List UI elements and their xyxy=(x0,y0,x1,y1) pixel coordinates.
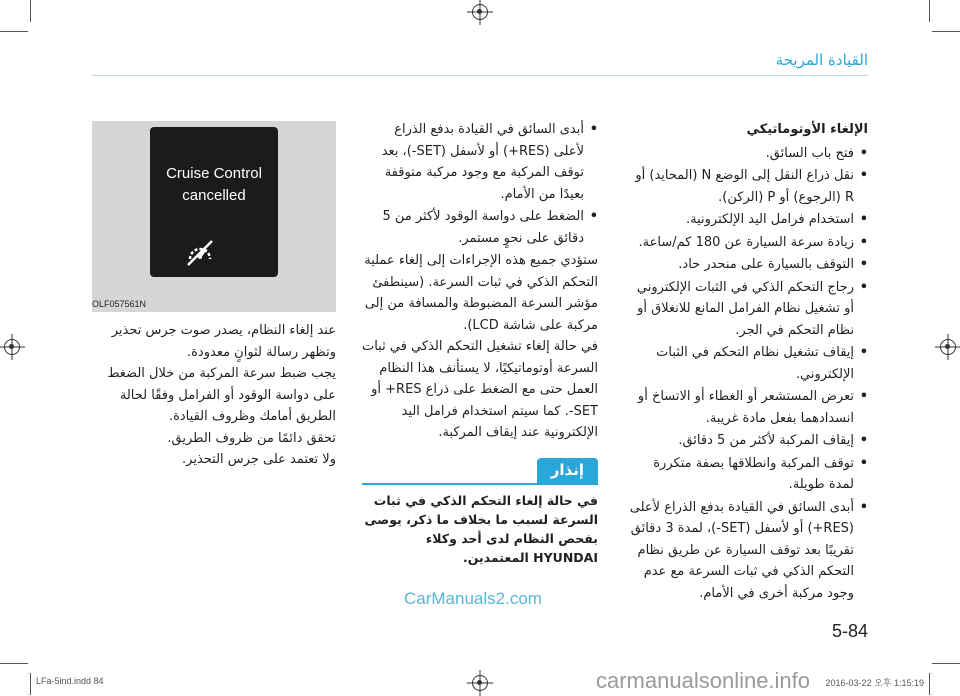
list-item: • فتح باب السائق. xyxy=(626,143,868,165)
crop-mark xyxy=(0,663,28,664)
crop-mark xyxy=(929,0,930,22)
list-item: • نقل ذراع النقل إلى الوضع N (المحايد) أو R (الرجوع) أو P (الركن). xyxy=(626,165,868,208)
warning-text: في حالة إلغاء التحكم الذكي في ثبات السرعة لسبب ما بخلاف ما ذكر، يوصى بفحص النظام لدى أحد وكلاء HYUNDAI المعتمدين. xyxy=(364,493,598,565)
list-item: • زيادة سرعة السيارة عن 180 كم/ساعة. xyxy=(626,232,868,254)
list-item: • التوقف بالسيارة على منحدر حاد. xyxy=(626,254,868,276)
figure-code: OLF057561N xyxy=(92,299,147,309)
body-paragraph: عند إلغاء النظام، يصدر صوت جرس تحذير وتظهر رسالة لثوانٍ معدودة. xyxy=(111,323,336,360)
body-paragraph: يجب ضبط سرعة المركبة من خلال الضغط على دواسة الوقود أو الفرامل وفقًا لحالة الطريق أمامك وظروف القيادة. xyxy=(107,366,336,424)
list-item: • رجاج التحكم الذكي في الثبات الإلكتروني أو تشغيل نظام الفرامل المانع للانغلاق أو نظام التحكم في الجر. xyxy=(626,277,868,342)
body-paragraph: في حالة إلغاء تشغيل التحكم الذكي في ثبات السرعة أوتوماتيكيًا، لا يستأنف هذا النظام العمل حتى مع الضغط على ذراع RES+ أو SET-. كما سيتم استخدام فرامل اليد الإلكترونية عند إيقاف المركبة. xyxy=(361,339,598,440)
registration-mark-icon xyxy=(940,339,956,355)
display-line: Cruise Control xyxy=(166,165,262,182)
body-paragraph: ولا تعتمد على جرس التحذير. xyxy=(182,452,336,467)
middle-list xyxy=(362,119,598,249)
list-item: • أبدى السائق في القيادة بدفع الذراع لأعلى (RES+) أو لأسفل (SET-)، لمدة 3 دقائق تقريبًا بعد توقف السيارة عن طريق نظام التحكم الذكي في ثبات السرعة مع عدم وجود مركبة أخرى في الأمام. xyxy=(626,497,868,605)
warning-rule xyxy=(362,483,598,485)
crop-mark xyxy=(929,673,930,695)
middle-column xyxy=(362,119,598,567)
cluster-figure xyxy=(92,121,336,312)
body-paragraph: ستؤدي جميع هذه الإجراءات إلى إلغاء عملية التحكم الذكي في ثبات السرعة. (سينطفئ مؤشر السرعة المضبوطة والمسافة من إلى مركبة على شاشة LCD). xyxy=(364,253,598,333)
list-item: • تعرض المستشعر أو الغطاء أو الاتساخ أو انسدادهما بفعل مادة غريبة. xyxy=(626,386,868,429)
footer-file: LFa-5ind.indd 84 xyxy=(36,676,104,686)
crop-mark xyxy=(0,31,28,32)
list-item: • إيقاف المركبة لأكثر من 5 دقائق. xyxy=(626,430,868,452)
list-item: • توقف المركبة وانطلاقها بصفة متكررة لمدة طويلة. xyxy=(626,453,868,496)
cruise-gauge-icon xyxy=(186,239,214,267)
crop-mark xyxy=(932,31,960,32)
list-item: • إيقاف تشغيل نظام التحكم في الثبات الإلكتروني. xyxy=(626,342,868,385)
title-rule xyxy=(92,75,868,76)
auto-cancel-column xyxy=(626,119,868,605)
display-message xyxy=(150,163,278,207)
cluster-display xyxy=(150,127,278,277)
body-paragraph: تحقق دائمًا من ظروف الطريق. xyxy=(167,430,336,446)
registration-mark-icon xyxy=(472,675,488,691)
crop-mark xyxy=(932,663,960,664)
footer-watermark: carmanualsonline.info xyxy=(596,668,811,693)
auto-cancel-list xyxy=(626,143,868,605)
list-item: • أبدى السائق في القيادة بدفع الذراع لأعلى (RES+) أو لأسفل (SET-)، بعد توقف المركبة مع وجود مركبة متوقفة بعيدًا من الأمام. xyxy=(362,119,598,205)
registration-mark-icon xyxy=(4,339,20,355)
auto-cancel-heading: الإلغاء الأوتوماتيكي xyxy=(746,122,868,137)
section-title: القيادة المريحة xyxy=(775,51,868,69)
warning-label: إنذار xyxy=(537,458,598,484)
footer-date: 2016-03-22 오후 1:15:19 xyxy=(825,678,924,688)
registration-mark-icon xyxy=(472,4,488,20)
display-line: cancelled xyxy=(182,187,246,204)
left-column xyxy=(92,320,336,471)
list-item: • استخدام فرامل اليد الإلكترونية. xyxy=(626,209,868,231)
crop-mark xyxy=(30,0,31,22)
list-item: • الضغط على دواسة الوقود لأكثر من 5 دقائق على نحوٍ مستمر. xyxy=(362,206,598,249)
crop-mark xyxy=(30,673,31,695)
watermark-link[interactable]: CarManuals2.com xyxy=(404,589,542,608)
page-number: 5-84 xyxy=(831,621,868,641)
